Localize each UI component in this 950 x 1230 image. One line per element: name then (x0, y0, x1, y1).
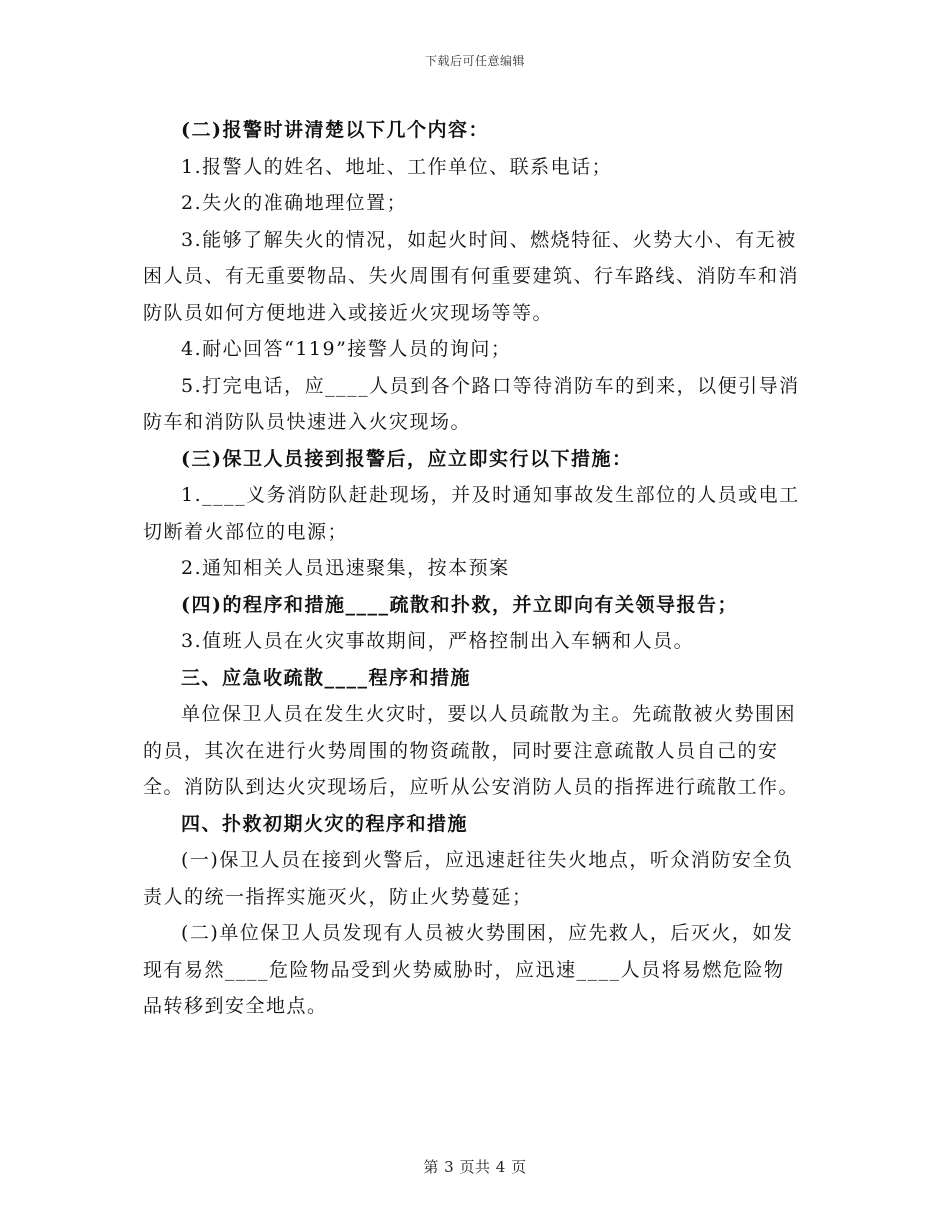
page-header: 下载后可任意编辑 (424, 54, 525, 68)
body-paragraph: 单位保卫人员在发生火灾时，要以人员疏散为主。先疏散被火势围困的员，其次在进行火势周围的物资疏散，同时要注意疏散人员自己的安全。消防队到达火灾现场后，应听从公安消防人员的指挥进行疏散工作。 (143, 703, 800, 798)
list-item: 2.通知相关人员迅速聚集，按本预案 (181, 557, 510, 579)
body-paragraph: (二)单位保卫人员发现有人员被火势围困，应先救人，后灭火，如发现有易然____危险物品受到火势威胁时，应迅速____人员将易燃危险物品转移到安全地点。 (143, 922, 794, 1017)
section-heading: (四)的程序和措施____疏散和扑救，并立即向有关领导报告； (181, 593, 738, 616)
list-item: 3.能够了解失火的情况，如起火时间、燃烧特征、火势大小、有无被困人员、有无重要物品、失火周围有何重要建筑、行车路线、消防车和消防队员如何方便地进入或接近火灾现场等等。 (143, 228, 800, 324)
list-item: 3.值班人员在火灾事故期间，严格控制出入车辆和人员。 (181, 630, 695, 652)
list-item: 5.打完电话，应____人员到各个路口等待消防车的到来，以便引导消防车和消防队员快速进入火灾现场。 (143, 374, 800, 433)
section-heading: (三)保卫人员接到报警后，应立即实行以下措施： (181, 447, 633, 470)
list-item: 4.耐心回答“119”接警人员的询问； (181, 338, 512, 360)
page-footer: 第 3 页共 4 页 (423, 1158, 527, 1176)
list-item: 1.报警人的姓名、地址、工作单位、联系电话； (181, 155, 613, 178)
list-item: 1.____义务消防队赶赴现场，并及时通知事故发生部位的人员或电工切断着火部位的电源； (143, 484, 800, 543)
section-heading: (二)报警时讲清楚以下几个内容： (181, 119, 489, 141)
document-body (143, 112, 803, 1025)
list-item: 2.失火的准确地理位置； (181, 192, 408, 214)
body-paragraph: (一)保卫人员在接到火警后，应迅速赶往失火地点，听众消防安全负责人的统一指挥实施灭火，防止火势蔓延； (143, 849, 794, 908)
section-heading: 四、扑救初期火灾的程序和措施 (181, 812, 469, 835)
section-heading: 三、应急收疏散____程序和措施 (181, 666, 472, 689)
